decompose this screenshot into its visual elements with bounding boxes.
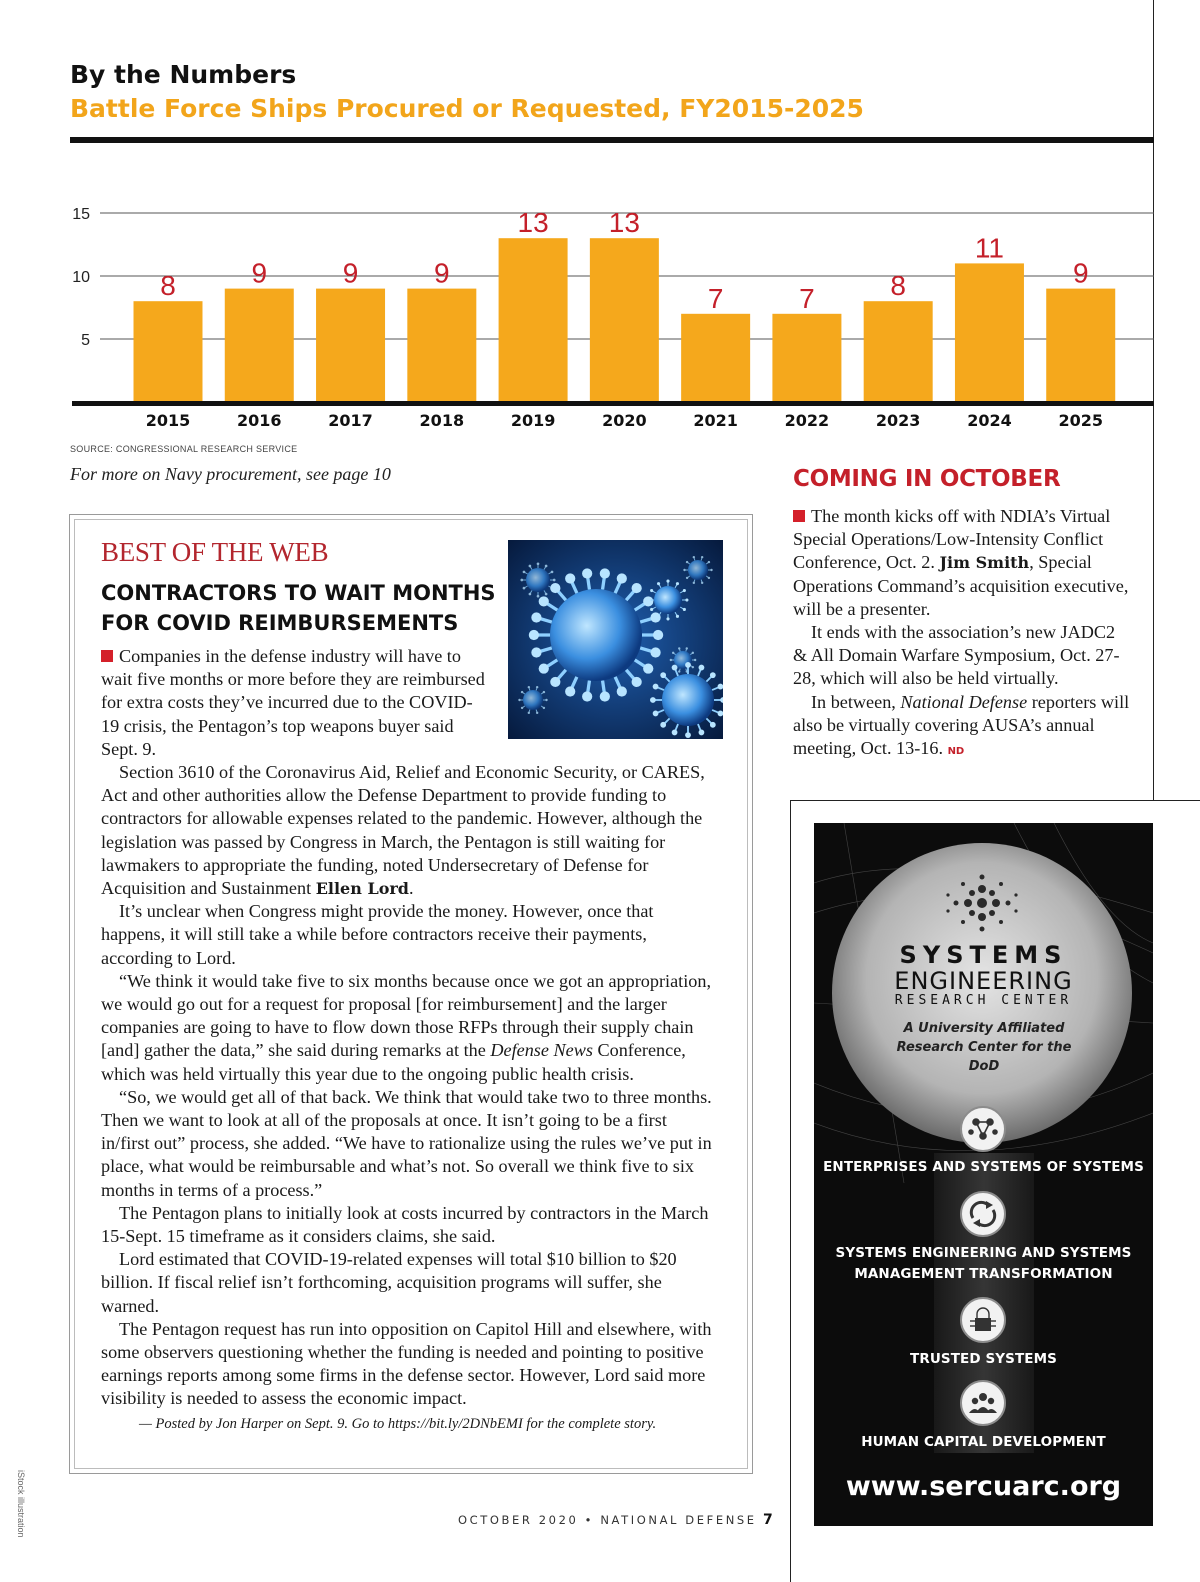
paragraph: “So, we would get all of that back. We think that would take two to three months. Then we want to look at all of the proposals at once. It isn’t going to be a first in/first out” process, she added. “We have to rationalize using the rules we’ve put in place, what would be reimbursable and what’s not. So overall we think five to six months in terms of a process.” <box>101 1086 712 1200</box>
y-tick-label: 10 <box>72 269 90 286</box>
paragraph: It’s unclear when Congress might provide the money. However, once that happens, it will still take a while before contractors receive their payments, according to Lord. <box>101 901 654 968</box>
page-title: By the Numbers <box>70 60 297 89</box>
image-credit: iStock illustration <box>16 1470 26 1538</box>
ad-item-label: TRUSTED SYSTEMS <box>910 1351 1057 1367</box>
x-tick-label: 2016 <box>237 411 282 430</box>
bar-chart <box>60 190 1154 430</box>
data-label: 11 <box>974 232 1004 264</box>
article-headline: CONTRACTORS TO WAIT MONTHS FOR COVID REIMBURSEMENTS <box>101 581 496 635</box>
bar-2016 <box>225 289 294 402</box>
ad-item-label: SYSTEMS ENGINEERING AND SYSTEMS MANAGEMENT TRANSFORMATION <box>835 1245 1132 1282</box>
bar-2015 <box>134 301 203 402</box>
bar-2019 <box>499 238 568 402</box>
x-tick-label: 2020 <box>602 411 647 430</box>
data-label: 9 <box>342 257 359 289</box>
more-note: For more on Navy procurement, see page 10 <box>70 464 391 484</box>
ad-item-label: ENTERPRISES AND SYSTEMS OF SYSTEMS <box>823 1159 1144 1175</box>
section-kicker: BEST OF THE WEB <box>101 537 329 567</box>
bar-2018 <box>407 289 476 402</box>
chart-source: SOURCE: CONGRESSIONAL RESEARCH SERVICE <box>70 444 298 454</box>
x-tick-label: 2021 <box>693 411 738 430</box>
x-tick-label: 2018 <box>419 411 465 430</box>
paragraph: It ends with the association’s new JADC2 & All Domain Warfare Symposium, Oct. 27-28, which will also be held virtually. <box>793 622 1120 689</box>
bar-2017 <box>316 289 385 402</box>
paragraph: The Pentagon plans to initially look at costs incurred by contractors in the March 15-Sept. 15 timeframe as it considers claims, she said. <box>101 1202 709 1247</box>
article-body: Section 3610 of the Coronavirus Aid, Relief and Economic Security, or CARES, Act and other authorities allow the Defense Department to provide funding to contractors for allowable expenses related to the pandemic. However, although the legislation was passed by Congress in March, the Pentagon is still waiting for lawmakers to appropriate the funding, noted Undersecretary of Defense for Acquisition and Sustainment Ellen Lord. It’s unclear when Congress might provide the money. However, once that happens, it will still take a while before contractors receive their payments, according to Lord. “We think it would take five to six months because once we got an appropriation, we would go out for a request for proposal [for reimbursement] and the larger companies are going to have to flow down those RFPs through their supply chain [and] gather the data,” she said during remarks at the Defense News Conference, which was held virtually this year due to the ongoing public health crisis. “So, we would get all of that back. We think that would take two to three months. Then we want to look at all of the proposals at once. It isn’t going to be a first in/first out” process, she added. “We have to rationalize using the rules we’ve put in place, what would be reimbursable and what’s not. So overall we think five to six months in terms of a process.” The Pentagon plans to initially look at costs incurred by contractors in the March 15-Sept. 15 timeframe as it considers claims, she said. Lord estimated that COVID-19-related expenses will total $10 billion to $20 billion. If fiscal relief isn’t forthcoming, acquisition programs will suffer, she warned. The Pentagon request has run into opposition on Capitol Hill and elsewhere, with some observers questioning whether the funding is needed and pointing to positive earnings reports among some firms in the defense sector. However, Lord said more visibility is needed to assess the economic impact. — Posted by Jon Harper on Sept. 9. Go to https://bit.ly/2DNbEMI for the complete story. <box>101 761 715 1436</box>
data-label: 9 <box>251 257 268 289</box>
person-name: Ellen Lord <box>315 879 409 899</box>
bar-2021 <box>681 314 750 402</box>
coronavirus-illustration <box>508 540 723 739</box>
lock-circuit-icon <box>960 1297 1006 1343</box>
ad-title: RESEARCH CENTER <box>894 993 1073 1008</box>
ad-title: SYSTEMS <box>899 941 1068 969</box>
serc-advertisement[interactable] <box>814 823 1153 1526</box>
data-label: 7 <box>707 282 724 314</box>
article-credit: — Posted by Jon Harper on Sept. 9. Go to https://bit.ly/2DNbEMI for the complete story. <box>139 1415 657 1432</box>
page-folio: OCTOBER 2020 • NATIONAL DEFENSE 7 <box>458 1512 773 1528</box>
x-tick-label: 2019 <box>510 411 556 430</box>
transform-arrows-icon <box>960 1191 1006 1237</box>
coming-heading: COMING IN OCTOBER <box>793 466 1061 492</box>
paragraph: The Pentagon request has run into opposition on Capitol Hill and elsewhere, with some observers questioning whether the funding is needed and pointing to positive earnings reports among some firms in the defense sector. However, Lord said more visibility is needed to assess the economic impact. <box>101 1318 712 1409</box>
ad-frame <box>790 800 1200 801</box>
y-tick-label: 15 <box>72 206 90 223</box>
ad-item-label: HUMAN CAPITAL DEVELOPMENT <box>861 1434 1106 1450</box>
bar-2024 <box>955 263 1024 402</box>
ad-tagline: A University Affiliated Research Center for the DoD <box>896 1021 1072 1074</box>
x-axis-baseline <box>72 401 1154 406</box>
x-tick-label: 2023 <box>875 411 921 430</box>
x-tick-label: 2025 <box>1058 411 1103 430</box>
coming-body: The month kicks off with NDIA’s Virtual Special Operations/Low-Intensity Conflict Conference, Oct. 2. Jim Smith, Special Operations Command’s acquisition executive, will be a presenter. It ends with the association’s new JADC2 & All Domain Warfare Symposium, Oct. 27-28, which will also be held virtually. In between, National Defense reporters will also be virtually covering AUSA’s annual meeting, Oct. 13-16. ND <box>793 505 1133 763</box>
bar-2022 <box>772 314 841 402</box>
data-label: 7 <box>799 282 815 314</box>
x-tick-label: 2022 <box>784 411 830 430</box>
ad-frame <box>790 800 791 1582</box>
x-tick-label: 2017 <box>328 411 373 430</box>
network-icon <box>960 1106 1006 1152</box>
bullet-square-icon <box>793 510 805 522</box>
bar-2025 <box>1046 289 1115 402</box>
data-label: 13 <box>517 207 549 239</box>
ad-url-link[interactable]: www.sercuarc.org <box>845 1471 1122 1502</box>
data-label: 9 <box>434 257 450 289</box>
page-number: 7 <box>762 1512 773 1528</box>
bullet-square-icon <box>101 650 113 662</box>
bar-2020 <box>590 238 659 402</box>
paragraph: Lord estimated that COVID-19-related expenses will total $10 billion to $20 billion. If fiscal relief isn’t forthcoming, acquisition programs will suffer, she warned. <box>101 1249 677 1316</box>
x-tick-label: 2015 <box>145 411 191 430</box>
people-icon <box>960 1380 1006 1426</box>
title-rule <box>70 137 1154 143</box>
data-label: 9 <box>1072 257 1089 289</box>
y-tick-label: 5 <box>81 332 90 349</box>
x-tick-label: 2024 <box>967 411 1012 430</box>
chart-title: Battle Force Ships Procured or Requested, FY2015-2025 <box>70 94 864 123</box>
ad-title: ENGINEERING <box>894 967 1073 995</box>
bar-2023 <box>864 301 933 402</box>
data-label: 13 <box>608 207 640 239</box>
data-label: 8 <box>890 270 906 302</box>
article-lead: Companies in the defense industry will have to wait five months or more before they are reimbursed for extra costs they’ve incurred due to the COVID-19 crisis, the Pentagon’s top weapons buyer said Sept. 9. <box>101 646 485 759</box>
data-label: 8 <box>160 270 176 302</box>
person-name: Jim Smith <box>939 553 1030 573</box>
end-mark: ND <box>947 746 965 758</box>
